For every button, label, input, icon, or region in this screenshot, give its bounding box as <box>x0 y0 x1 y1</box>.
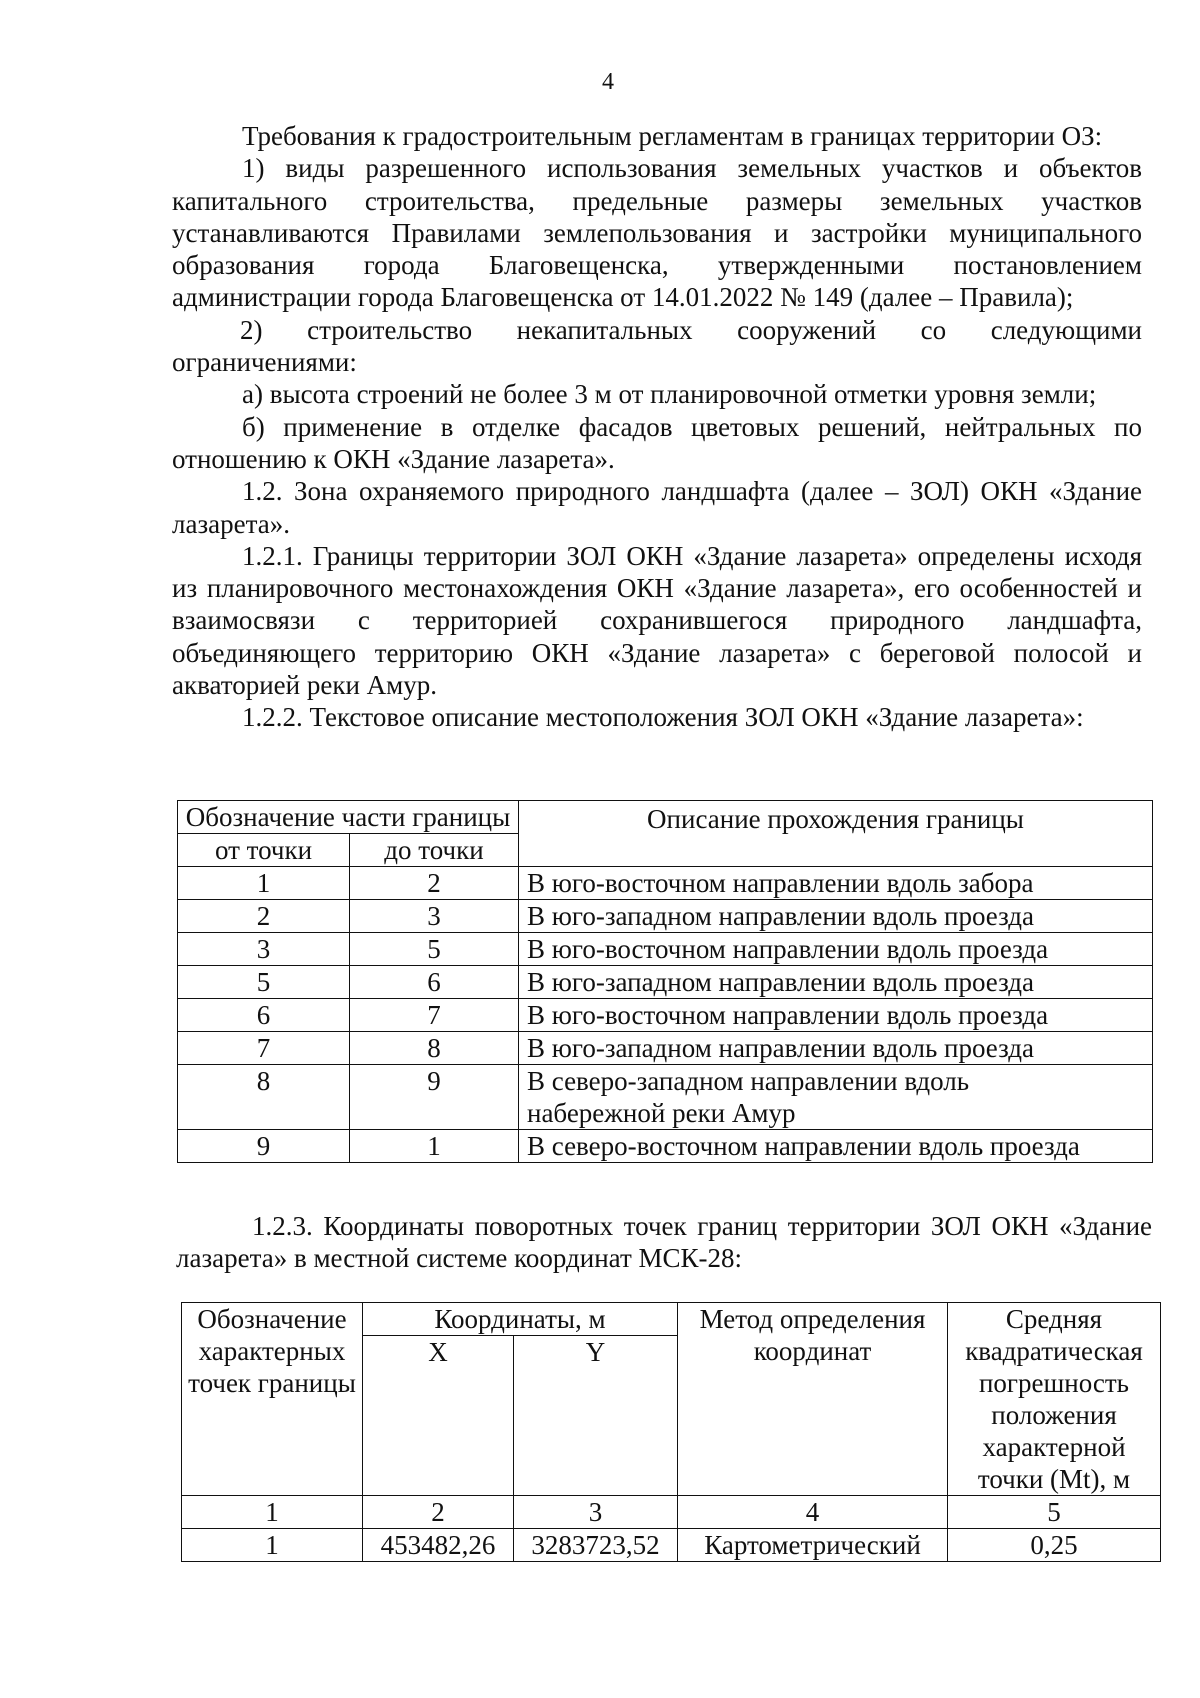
column-number: 5 <box>948 1496 1161 1529</box>
paragraph-section-1-2: 1.2. Зона охраняемого природного ландшафта (далее – ЗОЛ) ОКН «Здание лазарета». <box>172 476 1142 539</box>
column-number: 3 <box>514 1496 678 1529</box>
cell-to: 9 <box>350 1065 519 1130</box>
cell-to: 6 <box>350 966 519 999</box>
cell-to: 1 <box>350 1130 519 1163</box>
table-row <box>178 999 1153 1032</box>
cell-description: В юго-западном направлении вдоль проезда <box>519 1032 1153 1065</box>
header-point-designation: Обозначение характерных точек границы <box>182 1303 363 1496</box>
table-header-row <box>182 1303 1161 1336</box>
cell-description: В северо-восточном направлении вдоль проезда <box>519 1130 1153 1163</box>
cell-y: 3283723,52 <box>514 1529 678 1562</box>
paragraph-section-1-2-1: 1.2.1. Границы территории ЗОЛ ОКН «Здание лазарета» определены исходя из планировочного местонахождения ОКН «Здание лазарета», его особенностей и взаимосвязи с территорией сохранившегося природного ландшафта, объединяющего территорию ОКН «Здание лазарета» с береговой полосой и акваторией реки Амур. <box>172 540 1142 701</box>
header-y: Y <box>514 1336 678 1496</box>
table-row <box>178 933 1153 966</box>
cell-x: 453482,26 <box>363 1529 514 1562</box>
cell-point: 1 <box>182 1529 363 1562</box>
cell-description: В юго-восточном направлении вдоль проезда <box>519 933 1153 966</box>
table-header-row <box>178 801 1153 834</box>
coordinates-table <box>181 1302 1161 1562</box>
table-row <box>178 900 1153 933</box>
paragraph-section-1-2-3: 1.2.3. Координаты поворотных точек границ территории ЗОЛ ОКН «Здание лазарета» в местной системе координат МСК-28: <box>176 1211 1152 1273</box>
column-number: 1 <box>182 1496 363 1529</box>
paragraph-item-1: 1) виды разрешенного использования земельных участков и объектов капитального строительства, предельные размеры земельных участков устанавливаются Правилами землепользования и застройки муниципального образования города Благовещенска, утвержденными постановлением администрации города Благовещенска от 14.01.2022 № 149 (далее – Правила); <box>172 153 1142 313</box>
paragraph-requirements-intro: Требования к градостроительным регламентам в границах территории ОЗ: <box>242 121 1103 151</box>
header-coordinates: Координаты, м <box>363 1303 678 1336</box>
header-boundary-part: Обозначение части границы <box>178 801 519 834</box>
paragraph-item-2: 2) строительство некапитальных сооружений со следующими ограничениями: <box>172 314 1142 378</box>
header-boundary-description: Описание прохождения границы <box>519 801 1153 867</box>
table-row <box>178 1065 1153 1130</box>
cell-from: 9 <box>178 1130 350 1163</box>
header-mean-error: Средняя квадратическая погрешность положения характерной точки (Mt), м <box>948 1303 1161 1496</box>
header-x: X <box>363 1336 514 1496</box>
table-row <box>178 1032 1153 1065</box>
coordinates-section <box>176 1210 1152 1274</box>
cell-to: 3 <box>350 900 519 933</box>
cell-from: 7 <box>178 1032 350 1065</box>
cell-from: 5 <box>178 966 350 999</box>
column-number-row <box>182 1496 1161 1529</box>
paragraph-item-2b: б) применение в отделке фасадов цветовых решений, нейтральных по отношению к ОКН «Здание лазарета». <box>172 411 1142 474</box>
cell-from: 6 <box>178 999 350 1032</box>
cell-error: 0,25 <box>948 1529 1161 1562</box>
cell-from: 8 <box>178 1065 350 1130</box>
cell-from: 2 <box>178 900 350 933</box>
cell-method: Картометрический <box>678 1529 948 1562</box>
cell-description: В юго-западном направлении вдоль проезда <box>519 966 1153 999</box>
paragraph-section-1-2-2: 1.2.2. Текстовое описание местоположения ЗОЛ ОКН «Здание лазарета»: <box>242 702 1084 733</box>
cell-description: В юго-западном направлении вдоль проезда <box>519 900 1153 933</box>
cell-from: 3 <box>178 933 350 966</box>
header-from-point: от точки <box>178 834 350 867</box>
column-number: 4 <box>678 1496 948 1529</box>
table-row <box>178 867 1153 900</box>
column-number: 2 <box>363 1496 514 1529</box>
cell-description: В северо-западном направлении вдоль набережной реки Амур <box>519 1065 1153 1130</box>
header-method: Метод определения координат <box>678 1303 948 1496</box>
cell-description: В юго-восточном направлении вдоль забора <box>519 867 1153 900</box>
table-row <box>178 1130 1153 1163</box>
cell-description: В юго-восточном направлении вдоль проезда <box>519 999 1153 1032</box>
cell-to: 5 <box>350 933 519 966</box>
page-number: 4 <box>602 69 614 95</box>
cell-from: 1 <box>178 867 350 900</box>
document-body <box>172 120 1142 734</box>
cell-to: 8 <box>350 1032 519 1065</box>
table-row <box>182 1529 1161 1562</box>
paragraph-item-2a: а) высота строений не более 3 м от планировочной отметки уровня земли; <box>242 379 1097 410</box>
header-to-point: до точки <box>350 834 519 867</box>
cell-to: 2 <box>350 867 519 900</box>
cell-to: 7 <box>350 999 519 1032</box>
boundary-description-table <box>177 800 1153 1163</box>
table-row <box>178 966 1153 999</box>
